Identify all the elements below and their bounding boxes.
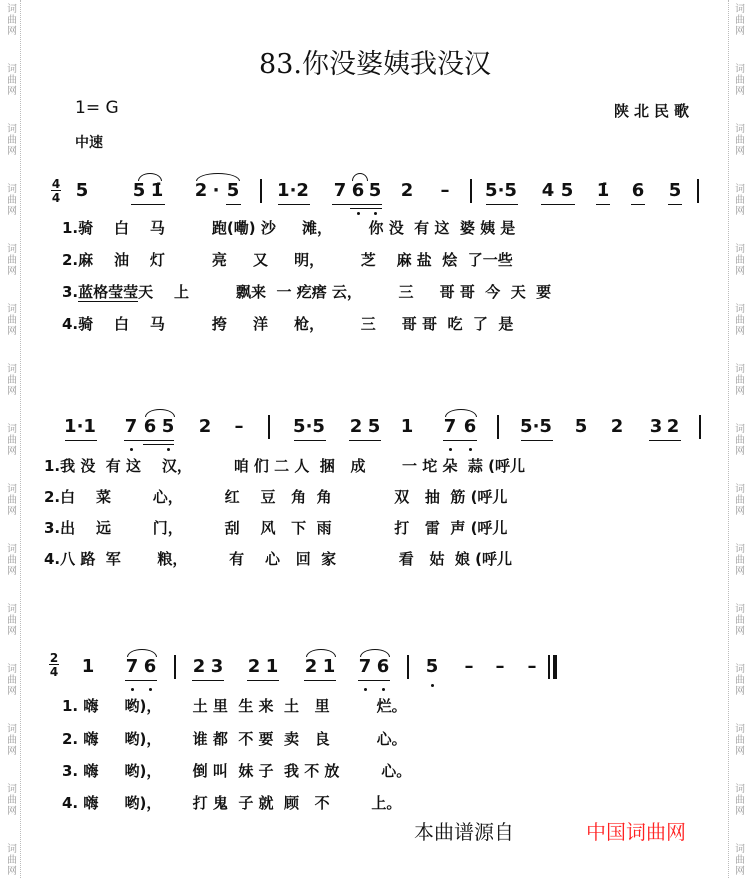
watermark-stamp bbox=[5, 604, 19, 637]
watermark-char: 词 bbox=[735, 184, 745, 195]
watermark-char: 网 bbox=[735, 626, 745, 637]
note: 1 bbox=[322, 656, 336, 677]
watermark-char: 词 bbox=[7, 124, 17, 135]
octave-dot bbox=[431, 684, 434, 687]
watermark-char: 曲 bbox=[735, 75, 745, 86]
note: 2 bbox=[194, 180, 208, 201]
final-barline-thick bbox=[553, 655, 557, 679]
lyric-line: 1. 嗨 哟)， 土 里 生 来 土 里 烂。 bbox=[62, 697, 407, 715]
beam bbox=[596, 204, 610, 205]
note: 5 bbox=[425, 656, 439, 677]
watermark-char: 词 bbox=[7, 364, 17, 375]
watermark-char: 词 bbox=[735, 484, 745, 495]
beam bbox=[649, 440, 681, 441]
watermark-stamp bbox=[5, 484, 19, 517]
slur bbox=[445, 409, 477, 417]
watermark-char: 网 bbox=[735, 446, 745, 457]
tempo-marking: 中速 bbox=[75, 135, 103, 151]
watermark-char: 词 bbox=[735, 664, 745, 675]
watermark-stamp bbox=[733, 664, 747, 697]
barline bbox=[699, 415, 701, 439]
watermark-stamp bbox=[733, 784, 747, 817]
octave-dot bbox=[131, 688, 134, 691]
lyric-line: 2. 嗨 哟)， 谁 都 不 要 卖 良 心。 bbox=[62, 730, 407, 748]
slur bbox=[138, 173, 162, 181]
watermark-char: 曲 bbox=[735, 15, 745, 26]
lyric-verse-number: 3. bbox=[62, 283, 79, 301]
watermark-char: 曲 bbox=[7, 15, 17, 26]
watermark-char: 曲 bbox=[7, 195, 17, 206]
watermark-char: 词 bbox=[7, 724, 17, 735]
watermark-char: 网 bbox=[735, 386, 745, 397]
dot: · bbox=[212, 180, 220, 201]
slur bbox=[196, 173, 240, 181]
note: 2 bbox=[198, 416, 212, 437]
watermark-char: 词 bbox=[735, 604, 745, 615]
watermark-char: 网 bbox=[7, 626, 17, 637]
watermark-char: 网 bbox=[7, 266, 17, 277]
footer-brand-link[interactable]: 中国词曲网 bbox=[586, 820, 686, 844]
lyric-line: 1.我 没 有 这 汉， 咱 们 二 人 捆 成 一 坨 朵 蒜 (呼儿 bbox=[44, 457, 525, 475]
watermark-char: 网 bbox=[735, 866, 745, 877]
watermark-char: 网 bbox=[7, 326, 17, 337]
time-signature: 4 4 bbox=[51, 177, 61, 205]
beam bbox=[125, 680, 157, 681]
note: 5 bbox=[226, 180, 240, 201]
note: 5 bbox=[368, 180, 382, 201]
watermark-stamp bbox=[733, 184, 747, 217]
watermark-stamp bbox=[5, 724, 19, 757]
watermark-stamp bbox=[5, 124, 19, 157]
watermark-char: 网 bbox=[735, 806, 745, 817]
beam bbox=[124, 440, 174, 441]
watermark-char: 网 bbox=[735, 206, 745, 217]
watermark-char: 词 bbox=[7, 184, 17, 195]
note: 1̇ bbox=[596, 180, 610, 201]
watermark-char: 网 bbox=[735, 86, 745, 97]
note: 1·2 bbox=[277, 180, 309, 201]
note: 6 bbox=[143, 416, 157, 437]
watermark-char: 曲 bbox=[735, 795, 745, 806]
barline bbox=[470, 179, 472, 203]
watermark-char: 网 bbox=[7, 26, 17, 37]
note: 1 bbox=[400, 416, 414, 437]
note: 2 bbox=[192, 656, 206, 677]
watermark-char: 曲 bbox=[7, 795, 17, 806]
barline bbox=[407, 655, 409, 679]
barline bbox=[697, 179, 699, 203]
watermark-char: 曲 bbox=[7, 615, 17, 626]
note: 5 bbox=[560, 180, 574, 201]
watermark-char: 网 bbox=[7, 566, 17, 577]
watermark-stamp bbox=[733, 424, 747, 457]
lyric-line: 3.出 远 门， 刮 风 下 雨 打 雷 声 (呼儿 bbox=[44, 519, 508, 537]
note: 4 bbox=[541, 180, 555, 201]
note: 2 bbox=[247, 656, 261, 677]
watermark-char: 网 bbox=[7, 386, 17, 397]
key-signature: 1= G bbox=[75, 98, 119, 118]
lyric-line: 4.八 路 军 粮， 有 心 回 家 看 姑 娘 (呼儿 bbox=[44, 550, 512, 568]
octave-dot bbox=[167, 448, 170, 451]
watermark-stamp bbox=[5, 784, 19, 817]
watermark-char: 网 bbox=[7, 206, 17, 217]
note: 5 bbox=[574, 416, 588, 437]
watermark-stamp bbox=[733, 484, 747, 517]
note: 6 bbox=[631, 180, 645, 201]
slur bbox=[360, 649, 390, 657]
watermark-char: 词 bbox=[7, 484, 17, 495]
watermark-stamp bbox=[733, 604, 747, 637]
note: 6 bbox=[463, 416, 477, 437]
watermark-char: 网 bbox=[7, 86, 17, 97]
note: 5 bbox=[668, 180, 682, 201]
song-title: 83.你没婆姨我没汉 bbox=[259, 49, 491, 80]
lyric-line: 3. 嗨 哟)， 倒 叫 妹 子 我 不 放 心。 bbox=[62, 762, 412, 780]
watermark-stamp bbox=[733, 4, 747, 37]
dash: – bbox=[527, 656, 537, 677]
watermark-stamp bbox=[5, 244, 19, 277]
watermark-char: 曲 bbox=[7, 135, 17, 146]
watermark-char: 网 bbox=[7, 446, 17, 457]
watermark-char: 曲 bbox=[735, 555, 745, 566]
note: 5·5 bbox=[485, 180, 517, 201]
beam bbox=[521, 440, 553, 441]
watermark-char: 词 bbox=[735, 724, 745, 735]
note: 2 bbox=[610, 416, 624, 437]
watermark-char: 曲 bbox=[735, 255, 745, 266]
beam bbox=[131, 204, 165, 205]
watermark-stamp bbox=[733, 124, 747, 157]
note: 2 bbox=[666, 416, 680, 437]
watermark-char: 曲 bbox=[7, 375, 17, 386]
beam bbox=[192, 680, 224, 681]
slur bbox=[352, 173, 368, 181]
note: 2 bbox=[400, 180, 414, 201]
watermark-char: 曲 bbox=[7, 435, 17, 446]
beam bbox=[294, 440, 326, 441]
watermark-char: 网 bbox=[7, 506, 17, 517]
lyric-line: 4.骑 白 马 挎 洋 枪， 三 哥 哥 吃 了 是 bbox=[62, 315, 514, 333]
watermark-char: 词 bbox=[735, 844, 745, 855]
octave-dot bbox=[449, 448, 452, 451]
note: 5·5 bbox=[293, 416, 325, 437]
beam bbox=[65, 440, 97, 441]
beam bbox=[443, 440, 477, 441]
lyric-line: 4. 嗨 哟)， 打 鬼 子 就 顾 不 上。 bbox=[62, 794, 402, 812]
watermark-char: 曲 bbox=[735, 135, 745, 146]
lyric-line: 2.麻 油 灯 亮 又 明， 芝 麻 盐 烩 了一些 bbox=[62, 251, 513, 269]
note: 5·5 bbox=[520, 416, 552, 437]
watermark-char: 词 bbox=[735, 304, 745, 315]
watermark-stamp bbox=[733, 544, 747, 577]
watermark-char: 网 bbox=[735, 266, 745, 277]
watermark-stamp bbox=[5, 544, 19, 577]
watermark-char: 网 bbox=[7, 866, 17, 877]
watermark-char: 曲 bbox=[735, 675, 745, 686]
beam bbox=[486, 204, 518, 205]
watermark-char: 词 bbox=[735, 64, 745, 75]
watermark-char: 网 bbox=[7, 806, 17, 817]
note: 3 bbox=[649, 416, 663, 437]
note: 6 bbox=[376, 656, 390, 677]
watermark-char: 词 bbox=[7, 844, 17, 855]
beam bbox=[143, 444, 174, 445]
lyric-rest: 天 上 飘来 一 疙瘩 云， 三 哥 哥 今 天 要 bbox=[138, 283, 552, 301]
watermark-char: 词 bbox=[7, 424, 17, 435]
right-margin-line bbox=[728, 0, 729, 878]
barline bbox=[260, 179, 262, 203]
octave-dot bbox=[364, 688, 367, 691]
octave-dot bbox=[374, 212, 377, 215]
note: 7 bbox=[358, 656, 372, 677]
watermark-stamp bbox=[5, 424, 19, 457]
watermark-char: 网 bbox=[735, 686, 745, 697]
dash: – bbox=[495, 656, 505, 677]
note: 7 bbox=[125, 656, 139, 677]
watermark-char: 网 bbox=[7, 686, 17, 697]
watermark-char: 曲 bbox=[735, 615, 745, 626]
octave-dot bbox=[130, 448, 133, 451]
watermark-char: 曲 bbox=[735, 495, 745, 506]
note: 1·1 bbox=[64, 416, 96, 437]
watermark-char: 词 bbox=[735, 544, 745, 555]
watermark-char: 曲 bbox=[7, 495, 17, 506]
watermark-char: 曲 bbox=[735, 435, 745, 446]
note: 2 bbox=[304, 656, 318, 677]
watermark-char: 词 bbox=[7, 544, 17, 555]
note: 6 bbox=[143, 656, 157, 677]
watermark-char: 网 bbox=[735, 146, 745, 157]
watermark-char: 词 bbox=[735, 784, 745, 795]
watermark-stamp bbox=[733, 244, 747, 277]
octave-dot bbox=[469, 448, 472, 451]
watermark-char: 词 bbox=[7, 304, 17, 315]
barline bbox=[174, 655, 176, 679]
watermark-stamp bbox=[733, 724, 747, 757]
beam bbox=[247, 680, 279, 681]
watermark-char: 词 bbox=[735, 364, 745, 375]
note: 1̇ bbox=[150, 180, 164, 201]
dash: – bbox=[440, 180, 450, 201]
watermark-char: 曲 bbox=[7, 675, 17, 686]
watermark-stamp bbox=[733, 304, 747, 337]
watermark-char: 网 bbox=[735, 26, 745, 37]
note: 5 bbox=[75, 180, 89, 201]
note: 5 bbox=[367, 416, 381, 437]
footer-source-text: 本曲谱源自 bbox=[414, 820, 514, 844]
watermark-stamp bbox=[5, 304, 19, 337]
beam bbox=[350, 208, 382, 209]
note: 1 bbox=[81, 656, 95, 677]
dash: – bbox=[464, 656, 474, 677]
note: 5 bbox=[132, 180, 146, 201]
watermark-char: 曲 bbox=[735, 375, 745, 386]
watermark-char: 词 bbox=[7, 784, 17, 795]
beam bbox=[349, 440, 381, 441]
watermark-char: 曲 bbox=[7, 75, 17, 86]
watermark-char: 网 bbox=[735, 326, 745, 337]
beam bbox=[304, 680, 336, 681]
watermark-char: 曲 bbox=[7, 555, 17, 566]
beam bbox=[278, 204, 310, 205]
lyric-line: 1.骑 白 马 跑(嘞) 沙 滩， 你 没 有 这 婆 姨 是 bbox=[62, 219, 516, 237]
note: 7 bbox=[124, 416, 138, 437]
watermark-stamp bbox=[5, 844, 19, 877]
watermark-char: 网 bbox=[7, 746, 17, 757]
watermark-char: 网 bbox=[735, 566, 745, 577]
watermark-char: 曲 bbox=[7, 255, 17, 266]
note: 3 bbox=[210, 656, 224, 677]
final-barline-thin bbox=[548, 655, 550, 679]
watermark-char: 曲 bbox=[735, 855, 745, 866]
watermark-char: 曲 bbox=[7, 735, 17, 746]
barline bbox=[268, 415, 270, 439]
watermark-char: 词 bbox=[735, 124, 745, 135]
octave-dot bbox=[357, 212, 360, 215]
watermark-stamp bbox=[5, 664, 19, 697]
watermark-char: 曲 bbox=[7, 315, 17, 326]
watermark-char: 网 bbox=[735, 746, 745, 757]
note: 7 bbox=[333, 180, 347, 201]
beam bbox=[358, 680, 390, 681]
octave-dot bbox=[382, 688, 385, 691]
watermark-char: 网 bbox=[7, 146, 17, 157]
note: 1 bbox=[265, 656, 279, 677]
note: 5 bbox=[161, 416, 175, 437]
watermark-stamp bbox=[5, 4, 19, 37]
lyric-line bbox=[62, 283, 551, 301]
watermark-stamp bbox=[733, 844, 747, 877]
watermark-stamp bbox=[5, 364, 19, 397]
octave-dot bbox=[149, 688, 152, 691]
dash: – bbox=[234, 416, 244, 437]
beam bbox=[631, 204, 645, 205]
watermark-char: 词 bbox=[7, 244, 17, 255]
beam bbox=[332, 204, 382, 205]
barline bbox=[497, 415, 499, 439]
watermark-char: 曲 bbox=[7, 855, 17, 866]
slur bbox=[127, 649, 157, 657]
note: 2 bbox=[349, 416, 363, 437]
watermark-char: 曲 bbox=[735, 735, 745, 746]
note: 7 bbox=[443, 416, 457, 437]
watermark-char: 词 bbox=[7, 64, 17, 75]
watermark-char: 曲 bbox=[735, 195, 745, 206]
song-source: 陕北民歌 bbox=[614, 102, 695, 120]
beam bbox=[541, 204, 575, 205]
watermark-stamp bbox=[733, 364, 747, 397]
beam bbox=[668, 204, 682, 205]
watermark-char: 词 bbox=[7, 4, 17, 15]
watermark-char: 词 bbox=[7, 664, 17, 675]
watermark-stamp bbox=[5, 184, 19, 217]
watermark-char: 词 bbox=[735, 4, 745, 15]
beam bbox=[226, 204, 241, 205]
left-margin-line bbox=[20, 0, 21, 878]
watermark-char: 曲 bbox=[735, 315, 745, 326]
note: 6 bbox=[351, 180, 365, 201]
watermark-char: 网 bbox=[735, 506, 745, 517]
watermark-char: 词 bbox=[735, 244, 745, 255]
watermark-char: 词 bbox=[7, 604, 17, 615]
lyric-underlined: 蓝格莹莹 bbox=[78, 283, 139, 301]
watermark-char: 词 bbox=[735, 424, 745, 435]
slur bbox=[145, 409, 175, 417]
slur bbox=[306, 649, 336, 657]
time-signature: 2 4 bbox=[49, 651, 59, 679]
lyric-line: 2.白 菜 心， 红 豆 角 角 双 抽 筋 (呼儿 bbox=[44, 488, 508, 506]
